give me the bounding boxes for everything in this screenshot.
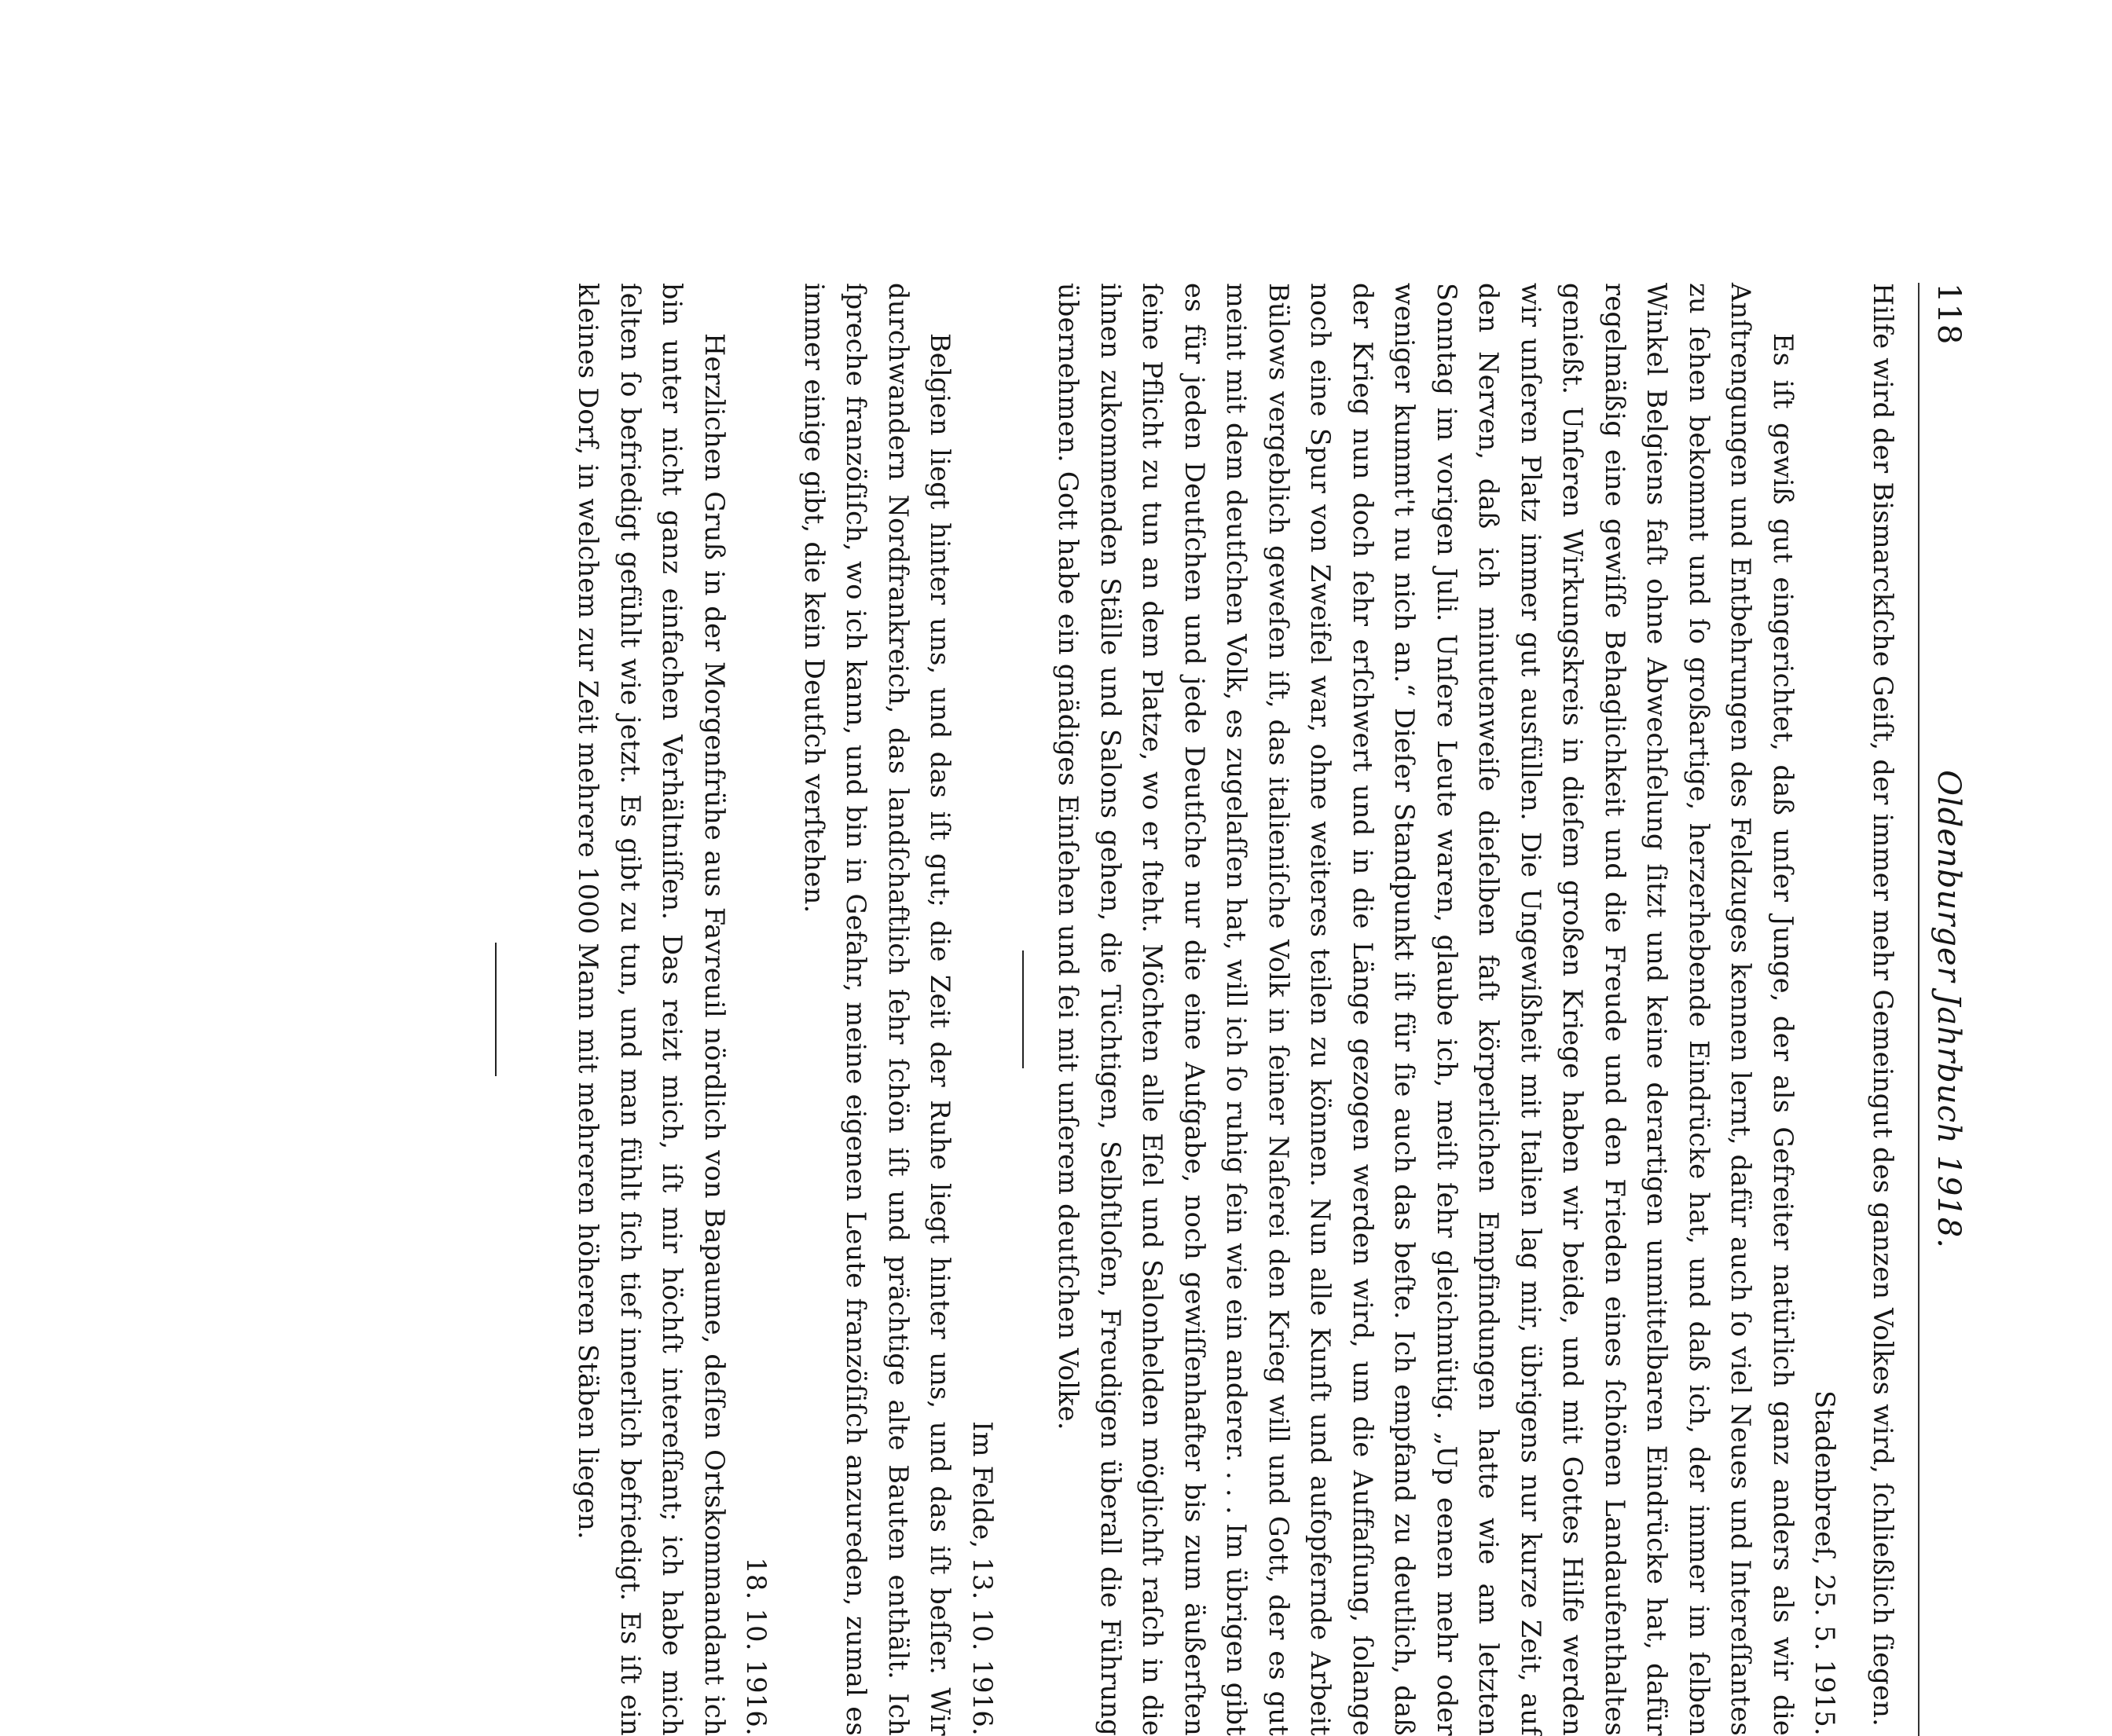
rotated-book-page bbox=[141, 283, 1971, 1736]
letter-1-dateline: Stadenbreeſ, 25. 5. 1915. bbox=[1810, 1390, 1841, 1736]
letter-1-paragraph: Es iſt gewiß gut eingerichtet, daß unſer Junge, der als Gefreiter natürlich ganz anders als wir die Anſtrengungen und Entbehrungen des Feldzuges kennen lernt, dafür auch ſo viel Neues und Intereſſantes zu ſehen bekommt und ſo großartige, herzerhebende Eindrücke hat, und daß ich, der immer im ſelben Winkel Belgiens faſt ohne Abwechſelung ſitzt und keine derartigen unmittelbaren Eindrücke hat, dafür regelmäßig eine gewiſſe Behaglichkeit und die Freude und den Frieden eines ſchönen Landaufenthaltes genießt. Unſeren Wirkungskreis in dieſem großen Kriege haben wir beide, und mit Gottes Hilfe werden wir unſeren Platz immer gut ausfüllen. Die Ungewißheit mit Italien lag mir, übrigens nur kurze Zeit, auf den Nerven, daß ich minutenweiſe dieſelben faſt körperlichen Empfindungen hatte wie am letzten Sonntag im vorigen Juli. Unſere Leute waren, glaube ich, meiſt ſehr gleichmütig. „Up eenen mehr oder weniger kummt't nu nich an.“ Dieſer Standpunkt iſt für ſie auch das beſte. Ich empfand zu deutlich, daß der Krieg nun doch ſehr erſchwert und in die Länge gezogen werden wird, um die Auffaſſung, ſolange noch eine Spur von Zweifel war, ohne weiteres teilen zu können. Nun alle Kunſt und aufopfernde Arbeit Bülows vergeblich geweſen iſt, das italieniſche Volk in ſeiner Naſerei den Krieg will und Gott, der es gut meint mit dem deutſchen Volk, es zugelaſſen hat, will ich ſo ruhig ſein wie ein anderer. . . . Im übrigen gibt es für jeden Deutſchen und jede Deutſche nur die eine Aufgabe, noch gewiſſenhafter bis zum äußerſten ſeine Pflicht zu tun an dem Platze, wo er ſteht. Möchten alle Eſel und Salonhelden möglichſt raſch in die ihnen zukommenden Ställe und Salons gehen, die Tüchtigen, Selbſtloſen, Freudigen überall die Führung übernehmen. Gott habe ein gnädiges Einſehen und ſei mit unſerem deutſchen Volke. bbox=[1053, 283, 1798, 1736]
section-divider bbox=[1022, 950, 1024, 1068]
continued-paragraph: Hilfe wird der Bismarckſche Geiſt, der immer mehr Gemeingut des ganzen Volkes wird, ſchließlich ſiegen. bbox=[1868, 283, 1898, 1727]
letter-3-paragraph: Herzlichen Gruß in der Morgenfrühe aus Favreuil nördlich von Bapaume, deſſen Ortskommandant ich bin unter nicht ganz einfachen Verhältniſſen. Das reizt mich, iſt mir höchſt intereſſant; ich habe mich ſelten ſo befriedigt gefühlt wie jetzt. Es gibt zu tun, und man fühlt ſich tief innerlich befriedigt. Es iſt ein kleines Dorf, in welchem zur Zeit mehrere 1000 Mann mit mehreren höheren Stäben liegen. bbox=[573, 283, 730, 1736]
letter-3-dateline: 18. 10. 1916. bbox=[741, 1557, 772, 1736]
page-body bbox=[495, 283, 1904, 1736]
letter-2-paragraph: Belgien liegt hinter uns, und das iſt gut; die Zeit der Ruhe liegt hinter uns, und das iſt beſſer. Wir durchwandern Nordfrankreich, das landſchaftlich ſehr ſchön iſt und prächtige alte Bauten enthält. Ich ſpreche franzöſiſch, wo ich kann, und bin in Gefahr, meine eigenen Leute franzöſiſch anzureden, zumal es immer einige gibt, die kein Deutſch verſtehen. bbox=[799, 283, 956, 1736]
running-title: Oldenburger Jahrbuch 1918. bbox=[1930, 770, 1967, 1249]
running-head bbox=[1924, 283, 1971, 1736]
letter-2-dateline: Im Felde, 13. 10. 1916. bbox=[967, 1421, 998, 1736]
page-number: 118 bbox=[1930, 283, 1967, 346]
closing-rule bbox=[495, 943, 497, 1076]
header-rule bbox=[1918, 283, 1920, 1736]
